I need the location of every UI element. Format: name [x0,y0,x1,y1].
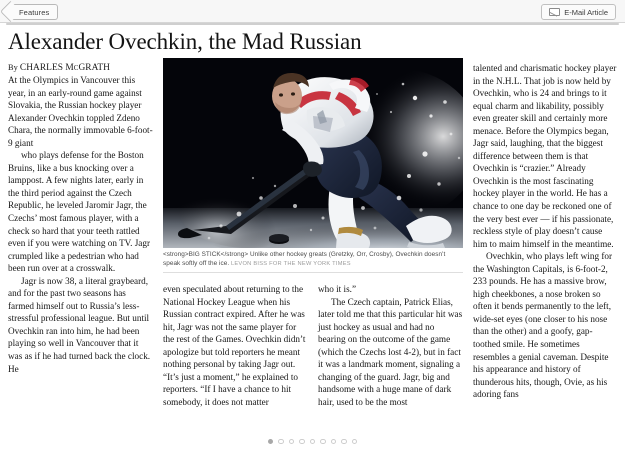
top-toolbar [0,0,625,23]
paragraph: The Czech captain, Patrick Elias, later told me that this particular hit was just hockey as usual and had no bearing on the outcome of the game (which the Czechs lost 4-2), but in fact it was a landmark moment, signaling a changing of the guard. Jagr, big and handsome with a huge mane of dark hair, used to be the most [318,296,463,407]
hockey-player-photo [163,58,463,248]
email-button-label: E-Mail Article [564,7,608,17]
page-indicator-dots[interactable] [0,439,625,445]
page-dot[interactable] [289,439,295,445]
chevron-left-icon [0,1,21,22]
page-dot[interactable] [331,439,337,445]
paragraph: Ovechkin, who plays left wing for the Washington Capitals, is 6-foot-2, 233 pounds. He has a massive brow, high cheekbones, a nose broken so often it bends permanently to the left, wide-set eyes (one closer to his nose than the other) and a goofy, gap-toothed smile. He sometimes resembles a genial caveman. Despite his appearance and history of thunderous hits, though, Ovie, as his adoring fans [473,251,613,400]
back-to-features-button[interactable] [10,4,58,20]
page-dot[interactable] [310,439,316,445]
paragraph: who plays defense for the Boston Bruins, like a bus knocking over a lamppost. A few nights later, early in the third period against the Czech Republic, he leveled Jaromir Jagr, the Czechs’ most famous player, with a check so hard that your teeth rattled even if you were watching on TV. Jagr crumpled like a pedestrian who had been run over at a crosswalk. [8,150,151,274]
article-figure [163,58,463,273]
article-column-1 [8,62,153,375]
article-column-2 [163,283,308,408]
paragraph: who it is.” [318,284,357,294]
article-byline [8,62,153,74]
byline-prefix: By [8,63,20,72]
article-column-4 [473,62,618,401]
caption-markup-text: <strong>BIG STICK</strong> [163,251,249,258]
paragraph: talented and charismatic hockey player in the N.H.L. That job is now held by Ovechkin, who is 24 and brings to it equal charm and likability, possibly even greater skill and certainly more menace. Before the Olympics began, Jagr said, laughing, that the biggest difference between them is that Ovechkin is “crazier.” Already Ovechkin is the most fascinating hockey player in the world. He has a chance to one day be reckoned one of the very best ever — if his passionate, reckless style of play doesn’t cause him to maim himself in the meantime. [473,63,617,249]
back-button-label: Features [19,7,50,17]
caption-body-text: Unlike other hockey greats (Gretzky, Orr, Crosby), Ovechkin doesn’t speak softly off the ice. [163,251,446,267]
page-dot[interactable] [320,439,326,445]
figure-caption [163,248,463,268]
figure-divider [163,272,463,273]
page-dot[interactable] [268,439,274,445]
page-dot[interactable] [352,439,358,445]
page-dot[interactable] [341,439,347,445]
photo-credit: LEVON BISS FOR THE NEW YORK TIMES [230,260,351,267]
page-dot[interactable] [278,439,284,445]
paragraph: even speculated about returning to the National Hockey League when his Russian contract expired. After he was hit, Jagr was not the same player for the rest of the Games. Ovechkin didn’t apologize but told reporters he meant nothing personal by taking Jagr out. “It’s just a moment,” he explained to reporters. “If I have a chance to hit somebody, it does not matter [163,284,306,407]
envelope-icon [549,8,560,16]
article-column-3 [318,283,463,408]
article-headline: Alexander Ovechkin, the Mad Russian [8,29,362,54]
byline-author: CHARLES McGRATH [19,63,110,73]
paragraph: At the Olympics in Vancouver this year, in an early-round game against Slovakia, the Russian hockey player Alexander Ovechkin toppled Zdeno Chara, the normally immovable 6-foot-9 giant [8,75,153,148]
paragraph: Jagr is now 38, a literal graybeard, and for the past two seasons has farmed himself out to Russia’s less-stressful professional league. But until Ovechkin ran into him, he had been playing so well in Vancouver that it was as if he had turned back the clock. He [8,275,151,374]
email-article-button[interactable] [541,4,616,20]
page-dot[interactable] [299,439,305,445]
